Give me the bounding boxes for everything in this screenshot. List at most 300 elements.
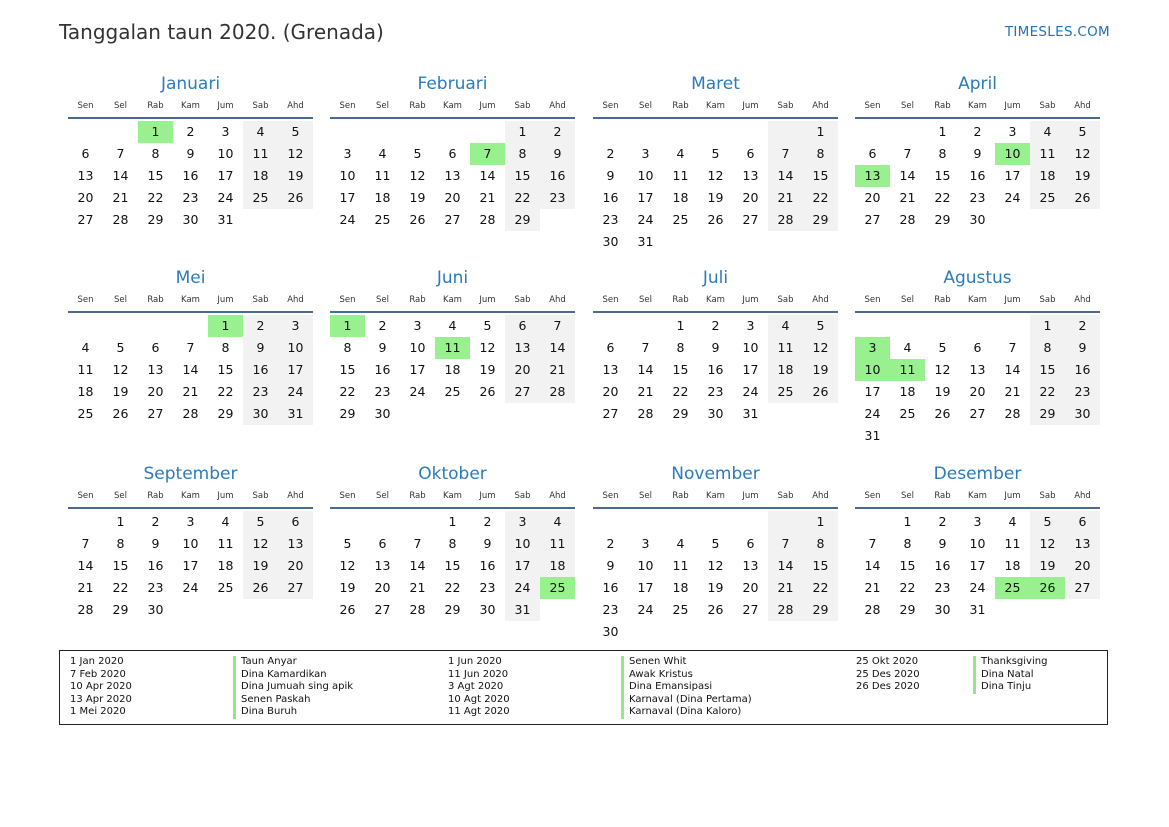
day-cell: 4 [540, 511, 575, 533]
day-cell: 22 [444, 580, 461, 595]
legend-date: 3 Agt 2020 [448, 681, 504, 692]
weekday-header-row [855, 290, 1100, 310]
day-cell: 13 [855, 165, 890, 187]
empty-day-cell [68, 121, 103, 143]
day-cell: 21 [768, 577, 803, 599]
weekday-header-row [68, 486, 313, 506]
day-cell: 5 [711, 536, 720, 551]
day-cell: 2 [606, 146, 615, 161]
day-cell: 12 [707, 558, 724, 573]
day-cell: 24 [182, 580, 199, 595]
empty-day-cell [960, 315, 995, 337]
day-cell: 15 [505, 165, 540, 187]
week-row [330, 337, 575, 359]
day-cell: 16 [969, 168, 986, 183]
empty-day-cell [628, 315, 663, 337]
legend-date: 7 Feb 2020 [70, 668, 126, 680]
weekday-label: Jum [742, 101, 759, 111]
week-row [330, 599, 575, 621]
weekday-label: Rab [147, 491, 164, 501]
month-divider [68, 117, 313, 119]
empty-day-cell [855, 315, 890, 337]
day-cell: 2 [243, 315, 278, 337]
weekday-label: Sab [777, 101, 794, 111]
day-cell: 14 [112, 168, 129, 183]
day-cell: 28 [77, 602, 94, 617]
day-cell: 10 [339, 168, 356, 183]
day-cell: 8 [676, 340, 685, 355]
empty-day-cell [68, 511, 103, 533]
weekday-label: Sab [1039, 101, 1056, 111]
day-cell: 11 [890, 359, 925, 381]
day-cell: 9 [378, 340, 387, 355]
site-link[interactable]: TIMESLES.COM [1004, 24, 1110, 40]
legend-holiday-name: Taun Anyar [233, 656, 353, 669]
day-cell: 11 [768, 337, 803, 359]
weekday-label: Ahd [287, 101, 304, 111]
weekday-label: Sen [602, 295, 619, 305]
day-cell: 29 [505, 209, 540, 231]
month-april [855, 72, 1100, 231]
empty-day-cell [365, 121, 400, 143]
day-cell: 28 [864, 602, 881, 617]
day-cell: 29 [339, 406, 356, 421]
empty-day-cell [400, 511, 435, 533]
day-cell: 21 [1004, 384, 1021, 399]
legend-col-2-names [621, 656, 752, 719]
day-cell: 14 [540, 337, 575, 359]
day-cell: 29 [1030, 403, 1065, 425]
day-cell: 13 [742, 558, 759, 573]
day-cell: 14 [1004, 362, 1021, 377]
legend-holiday-name: Karnaval (Dina Pertama) [621, 694, 752, 707]
empty-day-cell [663, 621, 698, 643]
legend-col-3-names [973, 656, 1047, 694]
day-cell: 29 [803, 599, 838, 621]
weekday-label: Rab [934, 491, 951, 501]
weekday-label: Kam [968, 491, 987, 501]
day-cell: 16 [147, 558, 164, 573]
weekday-label: Rab [672, 491, 689, 501]
day-cell: 25 [444, 384, 461, 399]
day-cell: 16 [934, 558, 951, 573]
day-cell: 12 [112, 362, 129, 377]
empty-day-cell [803, 621, 838, 643]
empty-day-cell [663, 511, 698, 533]
weekday-header-row [330, 290, 575, 310]
day-cell: 17 [182, 558, 199, 573]
week-row [855, 187, 1100, 209]
day-cell: 25 [243, 187, 278, 209]
legend-date: 11 Jun 2020 [448, 668, 509, 680]
legend-col-1-names [233, 656, 353, 719]
day-cell: 19 [934, 384, 951, 399]
day-cell: 14 [637, 362, 654, 377]
day-cell: 18 [672, 580, 689, 595]
day-cell: 1 [330, 315, 365, 337]
week-row [68, 315, 313, 337]
week-row [593, 555, 838, 577]
empty-day-cell [540, 599, 575, 621]
empty-day-cell [470, 121, 505, 143]
legend-date: 1 Jun 2020 [448, 656, 502, 667]
weekday-label: Sel [376, 295, 389, 305]
legend-date: 11 Agt 2020 [448, 706, 510, 717]
month-divider [855, 117, 1100, 119]
empty-day-cell [768, 121, 803, 143]
day-cell: 11 [435, 337, 470, 359]
day-cell: 4 [768, 315, 803, 337]
day-cell: 17 [1004, 168, 1021, 183]
day-cell: 8 [151, 146, 160, 161]
day-cell: 30 [707, 406, 724, 421]
week-row [593, 187, 838, 209]
day-cell: 20 [969, 384, 986, 399]
day-cell: 23 [1065, 381, 1100, 403]
day-cell: 30 [243, 403, 278, 425]
day-cell: 23 [934, 580, 951, 595]
day-cell: 2 [973, 124, 982, 139]
day-cell: 24 [278, 381, 313, 403]
week-row [330, 315, 575, 337]
day-cell: 17 [278, 359, 313, 381]
day-cell: 24 [637, 212, 654, 227]
empty-day-cell [925, 425, 960, 447]
weekday-label: Sab [252, 101, 269, 111]
day-cell: 14 [768, 165, 803, 187]
week-row [593, 621, 838, 643]
day-cell: 18 [77, 384, 94, 399]
day-cell: 21 [77, 580, 94, 595]
day-cell: 17 [339, 190, 356, 205]
day-cell: 1 [138, 121, 173, 143]
day-cell: 18 [540, 555, 575, 577]
day-cell: 9 [151, 536, 160, 551]
weekday-label: Rab [672, 101, 689, 111]
empty-day-cell [698, 231, 733, 253]
weekday-label: Sen [77, 295, 94, 305]
weekday-label: Sab [777, 491, 794, 501]
weekday-header-row [855, 486, 1100, 506]
week-row [855, 165, 1100, 187]
weekday-label: Kam [968, 295, 987, 305]
empty-day-cell [365, 511, 400, 533]
weekday-label: Sen [602, 491, 619, 501]
day-cell: 9 [540, 143, 575, 165]
month-title: Mei [175, 268, 206, 288]
empty-day-cell [768, 403, 803, 425]
week-row [593, 165, 838, 187]
empty-day-cell [1065, 599, 1100, 621]
day-cell: 13 [742, 168, 759, 183]
weekday-label: Ahd [287, 491, 304, 501]
day-cell: 3 [746, 318, 755, 333]
day-cell: 31 [864, 428, 881, 443]
empty-day-cell [733, 511, 768, 533]
day-cell: 1 [505, 121, 540, 143]
day-cell: 17 [864, 384, 881, 399]
day-cell: 30 [1065, 403, 1100, 425]
day-cell: 9 [1065, 337, 1100, 359]
month-divider [593, 311, 838, 313]
day-cell: 3 [413, 318, 422, 333]
day-cell: 20 [742, 190, 759, 205]
day-cell: 10 [995, 143, 1030, 165]
week-row [330, 533, 575, 555]
day-cell: 27 [77, 212, 94, 227]
weekday-label: Kam [706, 295, 725, 305]
weekday-label: Rab [409, 295, 426, 305]
day-cell: 24 [637, 602, 654, 617]
day-cell: 28 [112, 212, 129, 227]
day-cell: 16 [374, 362, 391, 377]
day-cell: 6 [505, 315, 540, 337]
empty-day-cell [628, 621, 663, 643]
day-cell: 8 [903, 536, 912, 551]
day-cell: 1 [803, 511, 838, 533]
day-cell: 27 [602, 406, 619, 421]
day-cell: 7 [540, 315, 575, 337]
day-cell: 10 [217, 146, 234, 161]
day-cell: 26 [934, 406, 951, 421]
weekday-label: Kam [181, 491, 200, 501]
weekday-header-row [330, 96, 575, 116]
day-cell: 2 [378, 318, 387, 333]
month-januari [68, 72, 313, 231]
week-row [68, 403, 313, 425]
day-cell: 20 [602, 384, 619, 399]
day-cell: 19 [1065, 165, 1100, 187]
day-cell: 14 [768, 555, 803, 577]
weekday-label: Sab [252, 295, 269, 305]
day-cell: 22 [339, 384, 356, 399]
empty-day-cell [733, 121, 768, 143]
day-cell: 7 [768, 533, 803, 555]
month-title: Maret [691, 74, 740, 94]
day-cell: 27 [374, 602, 391, 617]
day-cell: 19 [1030, 555, 1065, 577]
day-cell: 21 [479, 190, 496, 205]
day-cell: 6 [278, 511, 313, 533]
day-cell: 21 [112, 190, 129, 205]
day-cell: 7 [641, 340, 650, 355]
week-row [593, 209, 838, 231]
day-cell: 26 [707, 212, 724, 227]
week-row [330, 555, 575, 577]
day-cell: 21 [409, 580, 426, 595]
empty-day-cell [278, 599, 313, 621]
empty-day-cell [68, 315, 103, 337]
month-title: Februari [417, 74, 488, 94]
week-row [855, 143, 1100, 165]
day-cell: 20 [444, 190, 461, 205]
weekday-label: Sel [376, 491, 389, 501]
weekday-label: Jum [217, 295, 234, 305]
week-row [855, 209, 1100, 231]
day-cell: 12 [1030, 533, 1065, 555]
day-cell: 23 [374, 384, 391, 399]
legend-date: 10 Apr 2020 [70, 681, 132, 692]
week-row [593, 381, 838, 403]
day-cell: 8 [448, 536, 457, 551]
day-cell: 4 [676, 146, 685, 161]
day-cell: 26 [803, 381, 838, 403]
weekday-label: Kam [706, 491, 725, 501]
day-cell: 10 [278, 337, 313, 359]
day-cell: 11 [672, 558, 689, 573]
day-cell: 27 [147, 406, 164, 421]
day-cell: 10 [855, 359, 890, 381]
day-cell: 15 [899, 558, 916, 573]
weekday-label: Sel [114, 101, 127, 111]
day-cell: 22 [672, 384, 689, 399]
weekday-label: Jum [1004, 101, 1021, 111]
day-cell: 4 [243, 121, 278, 143]
week-row [330, 381, 575, 403]
empty-day-cell [855, 121, 890, 143]
day-cell: 19 [479, 362, 496, 377]
day-cell: 20 [505, 359, 540, 381]
month-februari [330, 72, 575, 231]
weekday-header-row [68, 96, 313, 116]
day-cell: 22 [899, 580, 916, 595]
day-cell: 2 [606, 536, 615, 551]
day-cell: 10 [742, 340, 759, 355]
month-juni [330, 266, 575, 425]
weekday-label: Sen [602, 101, 619, 111]
empty-day-cell [103, 315, 138, 337]
empty-day-cell [628, 511, 663, 533]
day-cell: 3 [505, 511, 540, 533]
day-cell: 14 [479, 168, 496, 183]
weekday-label: Ahd [549, 295, 566, 305]
holiday-legend [59, 650, 1108, 725]
day-cell: 26 [409, 212, 426, 227]
empty-day-cell [138, 315, 173, 337]
day-cell: 23 [707, 384, 724, 399]
day-cell: 15 [672, 362, 689, 377]
day-cell: 16 [707, 362, 724, 377]
day-cell: 26 [112, 406, 129, 421]
weekday-label: Jum [742, 295, 759, 305]
week-row [855, 381, 1100, 403]
day-cell: 2 [151, 514, 160, 529]
empty-day-cell [768, 511, 803, 533]
empty-day-cell [698, 121, 733, 143]
day-cell: 17 [217, 168, 234, 183]
day-cell: 29 [112, 602, 129, 617]
day-cell: 19 [803, 359, 838, 381]
weekday-label: Jum [1004, 295, 1021, 305]
empty-day-cell [733, 621, 768, 643]
day-cell: 27 [742, 212, 759, 227]
weekday-label: Jum [217, 491, 234, 501]
day-cell: 12 [409, 168, 426, 183]
day-cell: 19 [112, 384, 129, 399]
day-cell: 11 [540, 533, 575, 555]
week-row [68, 121, 313, 143]
week-row [593, 577, 838, 599]
day-cell: 18 [899, 384, 916, 399]
week-row [68, 209, 313, 231]
empty-day-cell [628, 121, 663, 143]
day-cell: 9 [938, 536, 947, 551]
day-cell: 25 [1030, 187, 1065, 209]
weekday-label: Kam [181, 101, 200, 111]
day-cell: 25 [540, 577, 575, 599]
day-cell: 30 [374, 406, 391, 421]
day-cell: 4 [448, 318, 457, 333]
day-cell: 12 [479, 340, 496, 355]
day-cell: 11 [217, 536, 234, 551]
day-cell: 13 [444, 168, 461, 183]
weekday-label: Sel [901, 101, 914, 111]
empty-day-cell [1030, 425, 1065, 447]
weekday-label: Sab [514, 101, 531, 111]
day-cell: 24 [409, 384, 426, 399]
weekday-label: Rab [672, 295, 689, 305]
week-row [330, 359, 575, 381]
day-cell: 25 [899, 406, 916, 421]
day-cell: 21 [768, 187, 803, 209]
day-cell: 18 [374, 190, 391, 205]
day-cell: 8 [221, 340, 230, 355]
week-row [593, 403, 838, 425]
day-cell: 22 [1030, 381, 1065, 403]
day-cell: 25 [995, 577, 1030, 599]
day-cell: 9 [243, 337, 278, 359]
week-row [593, 315, 838, 337]
day-cell: 7 [186, 340, 195, 355]
weekday-label: Sel [639, 295, 652, 305]
day-cell: 17 [505, 555, 540, 577]
week-row [593, 599, 838, 621]
legend-holiday-name: Dina Tinju [973, 681, 1047, 694]
month-agustus [855, 266, 1100, 447]
day-cell: 11 [672, 168, 689, 183]
day-cell: 2 [540, 121, 575, 143]
day-cell: 14 [899, 168, 916, 183]
weekday-label: Sab [1039, 491, 1056, 501]
day-cell: 26 [707, 602, 724, 617]
week-row [68, 533, 313, 555]
day-cell: 4 [221, 514, 230, 529]
day-cell: 29 [672, 406, 689, 421]
day-cell: 13 [77, 168, 94, 183]
day-cell: 30 [934, 602, 951, 617]
day-cell: 8 [803, 533, 838, 555]
day-cell: 1 [938, 124, 947, 139]
day-cell: 6 [1065, 511, 1100, 533]
day-cell: 12 [278, 143, 313, 165]
empty-day-cell [400, 403, 435, 425]
month-title: Agustus [943, 268, 1012, 288]
day-cell: 22 [505, 187, 540, 209]
day-cell: 22 [934, 190, 951, 205]
day-cell: 27 [444, 212, 461, 227]
week-row [330, 187, 575, 209]
weekday-label: Sab [777, 295, 794, 305]
day-cell: 9 [711, 340, 720, 355]
day-cell: 1 [803, 121, 838, 143]
month-maret [593, 72, 838, 253]
week-row [593, 511, 838, 533]
weekday-header-row [593, 290, 838, 310]
day-cell: 30 [147, 602, 164, 617]
day-cell: 5 [116, 340, 125, 355]
day-cell: 16 [243, 359, 278, 381]
legend-date: 1 Mei 2020 [70, 706, 126, 717]
